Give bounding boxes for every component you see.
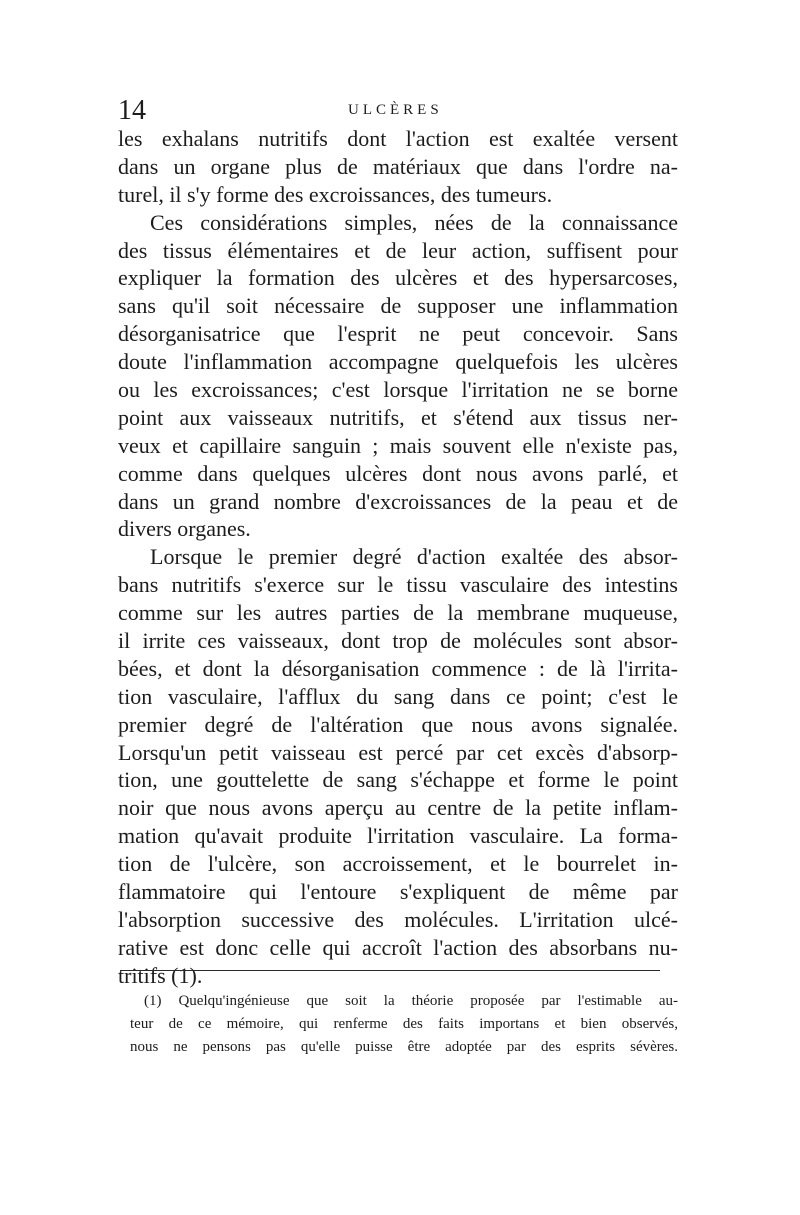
text-line: point aux vaisseaux nutritifs, et s'étend aux tissus ner- [118, 404, 678, 430]
text-line: désorganisatrice que l'esprit ne peut concevoir. Sans [118, 321, 678, 347]
text-line: tion vasculaire, l'afflux du sang dans ce point; c'est le [118, 683, 678, 709]
text-line: noir que nous avons aperçu au centre de la petite inflam- [118, 795, 678, 821]
text-line: tion, une gouttelette de sang s'échappe et forme le point [118, 767, 678, 793]
text-line: turel, il s'y forme des excroissances, des tumeurs. [118, 181, 553, 207]
text-line: rative est donc celle qui accroît l'action des absorbans nu- [118, 934, 678, 960]
text-line: Lorsqu'un petit vaisseau est percé par cet excès d'absorp- [118, 739, 678, 765]
text-line: l'absorption successive des molécules. L'irritation ulcé- [118, 906, 678, 932]
text-line: dans un grand nombre d'excroissances de la peau et de [118, 488, 678, 514]
text-line: comme sur les autres parties de la membrane muqueuse, [118, 600, 678, 626]
text-line: mation qu'avait produite l'irritation vasculaire. La forma- [118, 823, 678, 849]
running-head: ULCÈRES [348, 102, 443, 118]
footnote [130, 990, 678, 1059]
footnote-line: (1) Quelqu'ingénieuse que soit la théorie proposée par l'estimable au- [144, 993, 678, 1009]
text-line: dans un organe plus de matériaux que dans l'ordre na- [118, 153, 678, 179]
text-line: comme dans quelques ulcères dont nous avons parlé, et [118, 460, 678, 486]
text-line: tritifs (1). [118, 962, 203, 988]
text-line: doute l'inflammation accompagne quelquefois les ulcères [118, 349, 678, 375]
text-line: bées, et dont la désorganisation commence : de là l'irrita- [118, 655, 678, 681]
text-line: premier degré de l'altération que nous avons signalée. [118, 711, 678, 737]
footnote-line: teur de ce mémoire, qui renferme des faits importans et bien observés, [130, 1016, 678, 1032]
text-line: sans qu'il soit nécessaire de supposer une inflammation [118, 293, 678, 319]
page-number: 14 [118, 95, 146, 126]
text-line: les exhalans nutritifs dont l'action est exaltée versent [118, 126, 678, 151]
footnote-divider [120, 970, 660, 971]
text-line: il irrite ces vaisseaux, dont trop de molécules sont absor- [118, 628, 678, 654]
paragraph-start-line: Lorsque le premier degré d'action exaltée des absor- [150, 544, 678, 570]
text-line: divers organes. [118, 516, 251, 542]
text-line: ou les excroissances; c'est lorsque l'irritation ne se borne [118, 377, 678, 403]
text-line: tion de l'ulcère, son accroissement, et le bourrelet in- [118, 851, 678, 877]
page-header [118, 94, 676, 128]
text-line: bans nutritifs s'exerce sur le tissu vasculaire des intestins [118, 572, 678, 598]
text-line: flammatoire qui l'entoure s'expliquent de même par [118, 879, 678, 905]
body-text [118, 125, 678, 990]
text-line: veux et capillaire sanguin ; mais souvent elle n'existe pas, [118, 432, 678, 458]
paragraph-start-line: Ces considérations simples, nées de la connaissance [150, 209, 678, 235]
text-line: des tissus élémentaires et de leur action, suffisent pour [118, 237, 678, 263]
footnote-line: nous ne pensons pas qu'elle puisse être adoptée par des esprits sévères. [130, 1039, 678, 1055]
text-line: expliquer la formation des ulcères et des hypersarcoses, [118, 265, 678, 291]
